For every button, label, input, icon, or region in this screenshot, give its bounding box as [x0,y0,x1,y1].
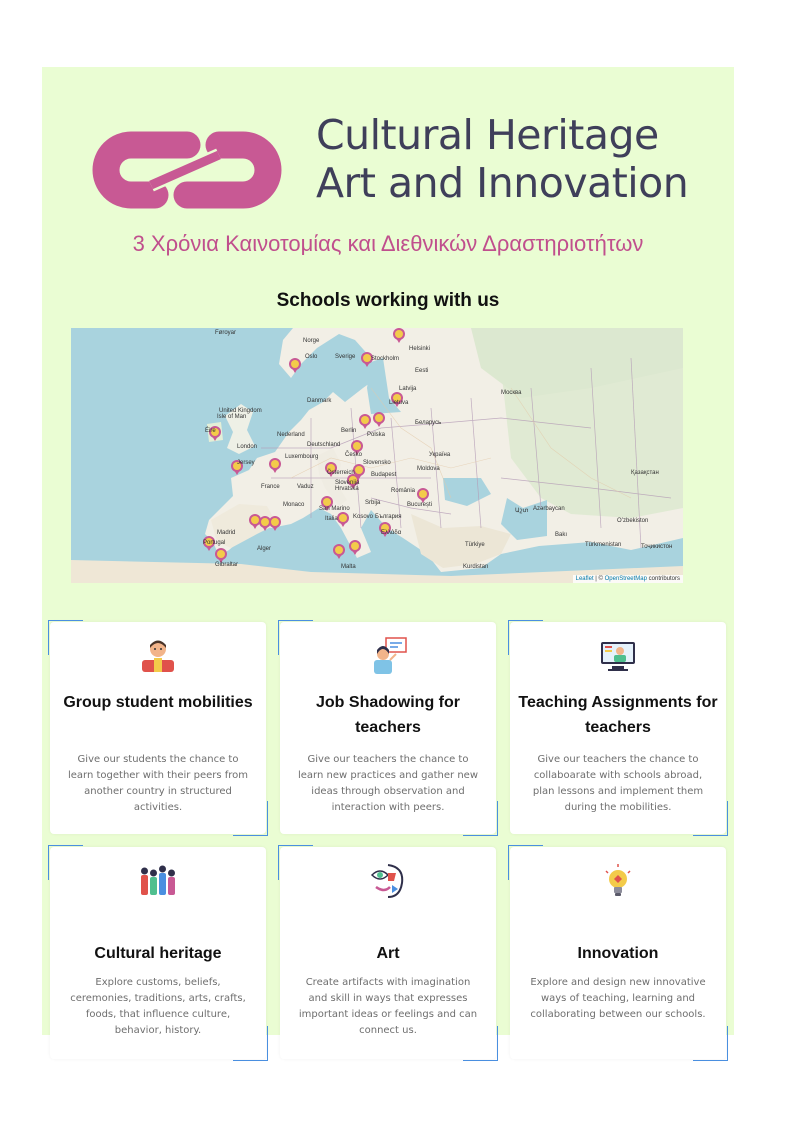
card-description: Give our teachers the chance to learn new practices and gather new ideas through observation and interaction with peers. [297,754,479,813]
card-corner-top [508,845,543,880]
label-slovensko: Slovensko [363,460,391,466]
label-san-marino: San Marino [319,506,350,512]
label-hrvatska: Hrvatska [335,486,359,492]
label-polska: Polska [367,432,386,438]
label-foroyar: Føroyar [215,330,236,336]
label-norge: Norge [303,338,320,344]
logo-line-2: Art and Innovation [316,159,689,207]
card-description: Create artifacts with imagination and skill in ways that expresses important ideas or feelings and can connect us. [298,977,478,1036]
label-eire: Éire [205,428,216,434]
label-romania: România [391,488,416,494]
label-kurdistan: Kurdistan [463,564,489,570]
label-isle-of-man: Isle of Man [217,414,247,420]
video-call-icon [598,636,638,676]
map-canvas[interactable] [71,328,683,583]
label-luxembourg: Luxembourg [285,454,319,460]
card-title: Cultural heritage [94,945,222,962]
label-cesko: Česko [345,452,363,458]
map-attribution [573,575,683,583]
label-osterreich: Österreich [327,470,355,476]
label-ellada: Ελλάδα [381,530,402,536]
card-art [280,847,496,1059]
card-title: Job Shadowing for teachers [316,694,460,736]
leaflet-link[interactable]: Leaflet [575,576,594,582]
card-job-shadowing [280,622,496,834]
chain-logo-icon [67,115,307,223]
card-teaching-assignments [510,622,726,834]
label-danmark: Danmark [307,398,332,404]
label-bucuresti: București [407,502,433,508]
label-berlin: Berlin [341,428,357,434]
label-turkmenistan: Türkmenistan [585,542,622,548]
label-srbija: Srbija [365,500,381,506]
card-group-student-mobilities [50,622,266,834]
attribution-separator: | © [593,576,605,582]
label-uzbekistan: Oʻzbekiston [617,518,649,524]
label-oslo: Oslo [305,354,318,360]
subtitle: 3 Χρόνια Καινοτομίας και Διεθνικών Δραστηριοτήτων [132,231,644,256]
label-slovenija: Slovenija [335,480,360,486]
card-description: Give our teachers the chance to collaboarate with schools abroad, plan lessons and implement them during the mobilities. [532,754,704,813]
label-latvija: Latvija [399,386,417,392]
logo-text [316,111,688,207]
card-title: Group student mobilities [63,694,253,711]
label-vaduz: Vaduz [297,484,314,490]
card-corner-top [278,845,313,880]
label-baki: Bakı [555,532,568,538]
logo-line-1: Cultural Heritage [316,111,659,159]
label-monaco: Monaco [283,502,305,508]
label-eesti: Eesti [415,368,429,374]
label-belarus: Беларусь [415,420,442,426]
label-france: France [261,484,280,490]
label-stockholm: Stockholm [371,356,400,362]
label-jersey: Jersey [237,460,255,466]
card-corner-top [48,845,83,880]
label-sverige: Sverige [335,354,356,360]
card-cultural-heritage [50,847,266,1059]
lightbulb-icon [598,861,638,901]
teacher-board-icon [368,636,408,676]
card-title: Art [376,945,400,962]
label-moskva: Москва [501,390,522,396]
schools-map[interactable] [71,328,683,583]
osm-link[interactable]: OpenStreetMap [604,576,647,582]
card-title: Innovation [577,945,659,962]
label-armenia: Աշտ [515,508,529,514]
card-corner-top [508,620,543,655]
label-bulgaria: България [375,514,402,520]
label-italia: Italia [325,516,338,522]
label-deutschland: Deutschland [307,442,341,448]
map-title: Schools working with us [276,290,500,311]
card-description: Give our students the chance to learn together with their peers from another country in structured activities. [67,754,249,813]
label-turkiye: Türkiye [465,542,485,548]
card-description: Explore and design new innovative ways of teaching, learning and collaborating between our schools. [530,977,706,1020]
label-portugal: Portugal [203,540,226,546]
attribution-tail: contributors [646,576,680,582]
label-alger: Alger [257,546,272,552]
label-london: London [237,444,258,450]
label-kazakhstan: Қазақстан [631,470,659,476]
label-ukraina: Україна [429,452,451,458]
label-madrid: Madrid [217,530,236,536]
label-gibraltar: Gibraltar [215,562,239,568]
card-corner-bottom [693,1026,728,1061]
card-corner-top [278,620,313,655]
label-helsinki: Helsinki [409,346,431,352]
card-innovation [510,847,726,1059]
label-nederland: Nederland [277,432,305,438]
people-culture-icon [138,861,178,901]
student-icon [138,636,178,676]
card-title: Teaching Assignments for teachers [518,694,718,736]
art-face-icon [368,861,408,901]
label-lietuva: Lietuva [389,400,409,406]
label-uk: United Kingdom [219,408,262,414]
poster-panel [42,67,734,1035]
card-description: Explore customs, beliefs, ceremonies, traditions, arts, crafts, foods, that influence culture, behavior, history. [70,977,246,1036]
label-kosovo: Kosovo [353,514,374,520]
label-azerbaijan: Azərbaycan [533,506,565,512]
label-moldova: Moldova [417,466,440,472]
card-corner-top [48,620,83,655]
label-tajikistan: Тоҷикистон [641,544,673,550]
label-budapest: Budapest [371,472,397,478]
label-malta: Malta [341,564,356,570]
